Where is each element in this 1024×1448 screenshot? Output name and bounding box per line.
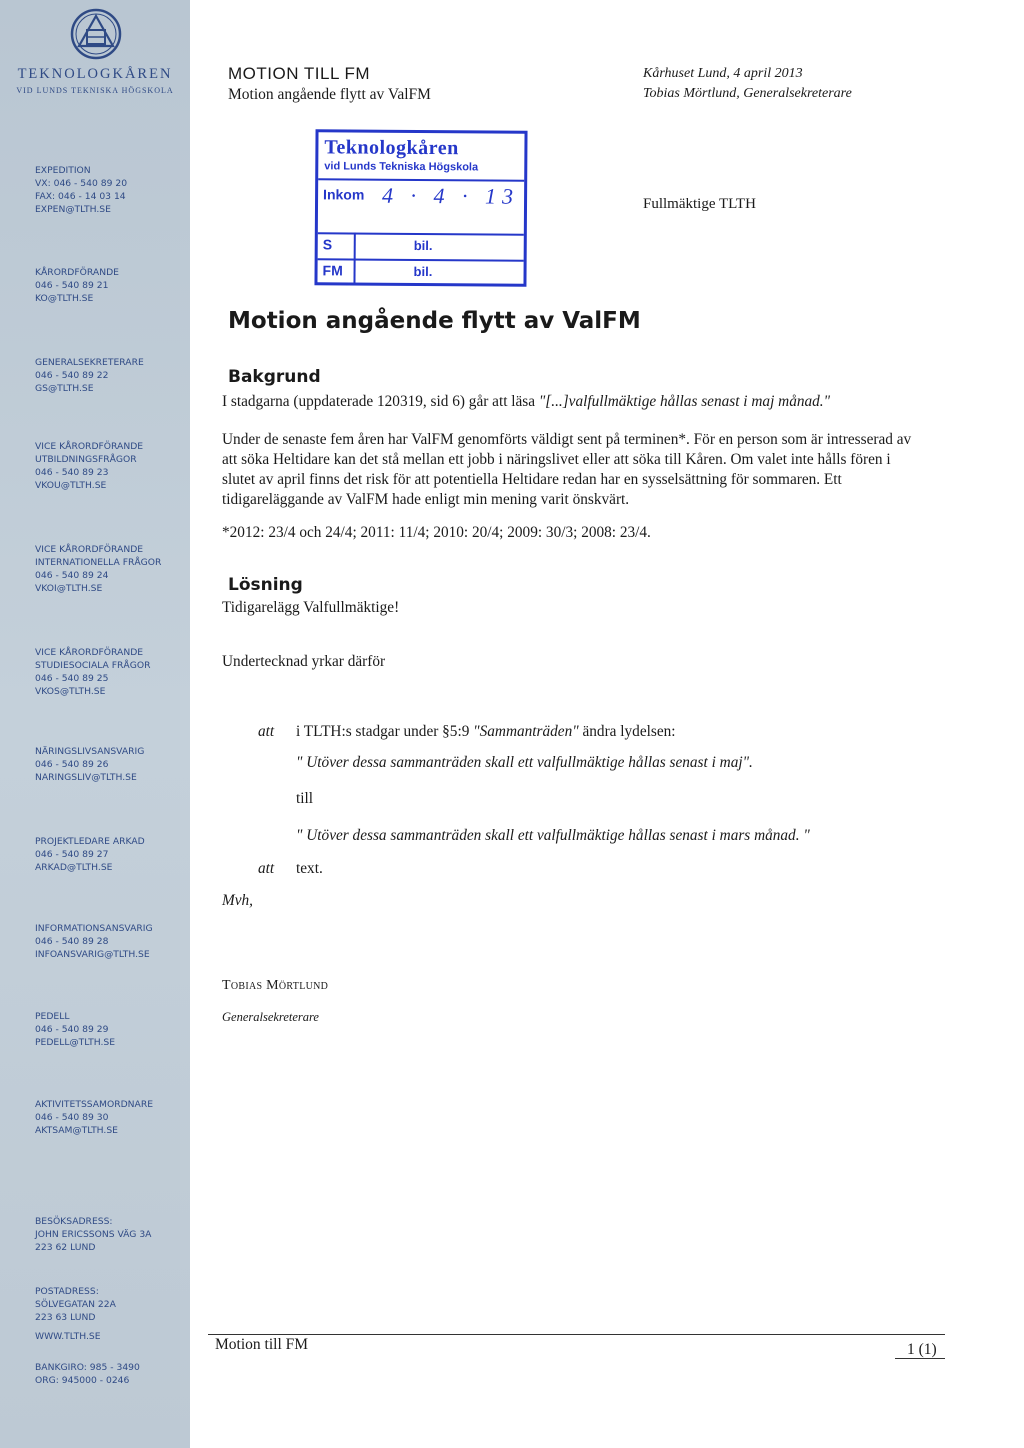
contact-line: 046 - 540 89 21 (35, 280, 109, 291)
contact-block (35, 835, 145, 874)
contact-block (35, 356, 144, 395)
contact-block (35, 1330, 101, 1343)
teknologkaren-logo-icon (70, 8, 122, 60)
contact-line: GS@TLTH.SE (35, 383, 94, 394)
contact-line: NÄRINGSLIVSANSVARIG (35, 746, 145, 757)
contact-line: PEDELL@TLTH.SE (35, 1037, 116, 1048)
contact-line: 046 - 540 89 29 (35, 1024, 109, 1035)
received-stamp (314, 129, 527, 286)
header-author: Tobias Mörtlund, Generalsekreterare (643, 86, 852, 101)
contact-line: 046 - 540 89 25 (35, 673, 109, 684)
contact-block (35, 440, 143, 492)
contact-line: 046 - 540 89 22 (35, 370, 109, 381)
undertecknad-text: Undertecknad yrkar därför (222, 653, 386, 670)
contact-line: KO@TLTH.SE (35, 293, 94, 304)
contact-line: 046 - 540 89 24 (35, 570, 109, 581)
mvh-text: Mvh, (222, 892, 254, 909)
org-subtitle: VID LUNDS TEKNISKA HÖGSKOLA (16, 86, 174, 95)
att-label-2: att (258, 860, 275, 877)
contact-line: INTERNATIONELLA FRÅGOR (35, 557, 162, 568)
stamp-bil-label: bil. (413, 263, 433, 280)
losning-text: Tidigarelägg Valfullmäktige! (222, 599, 400, 616)
footnote: *2012: 23/4 och 24/4; 2011: 11/4; 2010: 20/4; 2009: 30/3; 2008: 23/4. (222, 524, 651, 541)
contact-line: VX: 046 - 540 89 20 (35, 178, 128, 189)
footer-title: Motion till FM (215, 1336, 309, 1353)
contact-line: ORG: 945000 - 0246 (35, 1375, 130, 1386)
page-number-underline (895, 1358, 945, 1359)
contact-line: 046 - 540 89 26 (35, 759, 109, 770)
stamp-date: 4 · 4 · 13 (382, 182, 520, 209)
heading-bakgrund: Bakgrund (228, 367, 321, 387)
contact-line: VKOU@TLTH.SE (35, 480, 107, 491)
contact-line: INFOANSVARIG@TLTH.SE (35, 949, 150, 960)
contact-line: 046 - 540 89 23 (35, 467, 109, 478)
stamp-divider (318, 258, 524, 261)
bakgrund-paragraph-2: Under de senaste fem åren har ValFM genomförts väldigt sent på terminen*. För en person som är intresserad av att söka Heltidare kan det stå mellan ett jobb i näringslivet eller att söka till Kåren. Om valet inte hålls fören i slutet av april finns det risk för att potentiella Heltidare redan har en sysselsättning för sommaren. Ett tidigareläggande av ValFM hade enligt min mening varit önskvärt. (222, 431, 912, 508)
contact-line: KÅRORDFÖRANDE (35, 267, 119, 278)
contact-line: VKOI@TLTH.SE (35, 583, 103, 594)
contact-line: 046 - 540 89 27 (35, 849, 109, 860)
contact-line: 046 - 540 89 30 (35, 1112, 109, 1123)
att-clause-1 (296, 723, 676, 741)
stamp-row-fm-label: FM (322, 262, 343, 279)
contact-line: SÖLVEGATAN 22A (35, 1299, 116, 1310)
contact-block (35, 646, 150, 698)
till-text: till (296, 790, 313, 807)
stamp-bil-label: bil. (413, 237, 433, 254)
contact-line: PEDELL (35, 1011, 70, 1022)
contact-line: 223 63 LUND (35, 1312, 96, 1323)
contact-line: VICE KÅRORDFÖRANDE (35, 647, 144, 658)
contact-line: POSTADRESS: (35, 1286, 99, 1297)
att-label-1: att (258, 723, 275, 740)
document-title: Motion angående flytt av ValFM (228, 308, 641, 334)
contact-block (35, 543, 161, 595)
stamp-org-sub: vid Lunds Tekniska Högskola (324, 160, 479, 174)
header-place-date: Kårhuset Lund, 4 april 2013 (643, 66, 803, 81)
contact-line: AKTSAM@TLTH.SE (35, 1125, 118, 1136)
contact-line: BANKGIRO: 985 - 3490 (35, 1362, 140, 1373)
att1-text-end: ändra lydelsen: (578, 723, 676, 740)
quote-old-wording: " Utöver dessa sammanträden skall ett valfullmäktige hållas senast i maj". (296, 754, 753, 771)
header-subtitle: Motion angående flytt av ValFM (228, 86, 431, 103)
stamp-org-name: Teknologkåren (324, 136, 459, 160)
bakgrund-p1-quote: "[...]valfullmäktige hållas senast i maj månad." (538, 393, 831, 410)
att1-quote: "Sammanträden" (473, 723, 579, 740)
att1-text: i TLTH:s stadgar under §5:9 (296, 723, 474, 740)
contact-line: STUDIESOCIALA FRÅGOR (35, 660, 151, 671)
contact-block (35, 1215, 151, 1254)
signature-title: Generalsekreterare (222, 1010, 319, 1024)
stamp-divider (318, 178, 524, 181)
contact-line: GENERALSEKRETERARE (35, 357, 144, 368)
contact-line: UTBILDNINGSFRÅGOR (35, 454, 137, 465)
contact-line: INFORMATIONSANSVARIG (35, 923, 153, 934)
contact-block (35, 1361, 140, 1387)
contact-line: VKOS@TLTH.SE (35, 686, 106, 697)
contact-block (35, 745, 144, 784)
att-clause-2: text. (296, 860, 323, 877)
contact-line: VICE KÅRORDFÖRANDE (35, 441, 144, 452)
footer-divider (208, 1334, 945, 1335)
stamp-divider (318, 232, 524, 235)
contact-line: 223 62 LUND (35, 1242, 96, 1253)
sidebar (0, 0, 190, 1448)
stamp-row-s-label: S (322, 236, 333, 253)
recipient: Fullmäktige TLTH (643, 196, 756, 212)
contact-line: 046 - 540 89 28 (35, 936, 109, 947)
contact-line: FAX: 046 - 14 03 14 (35, 191, 126, 202)
page-number: 1 (1) (907, 1341, 937, 1358)
contact-line: EXPEDITION (35, 165, 91, 176)
bakgrund-p1-text: I stadgarna (uppdaterade 120319, sid 6) går att läsa (222, 393, 539, 410)
contact-block (35, 1285, 116, 1324)
contact-line: JOHN ERICSSONS VÄG 3A (35, 1229, 152, 1240)
contact-line: PROJEKTLEDARE ARKAD (35, 836, 145, 847)
bakgrund-paragraph-1 (222, 392, 942, 412)
contact-block (35, 164, 127, 216)
contact-block (35, 1010, 115, 1049)
contact-line: AKTIVITETSSAMORDNARE (35, 1099, 154, 1110)
stamp-inkom-label: Inkom (323, 186, 365, 203)
contact-line: EXPEN@TLTH.SE (35, 204, 111, 215)
contact-line: WWW.TLTH.SE (35, 1331, 101, 1342)
signature-name: Tobias Mörtlund (222, 978, 329, 993)
contact-line: NARINGSLIV@TLTH.SE (35, 772, 137, 783)
contact-line: ARKAD@TLTH.SE (35, 862, 113, 873)
contact-block (35, 922, 153, 961)
org-name: TEKNOLOGKÅREN (17, 66, 173, 82)
contact-block (35, 266, 119, 305)
quote-new-wording: " Utöver dessa sammanträden skall ett valfullmäktige hållas senast i mars månad. " (296, 827, 810, 844)
contact-block (35, 1098, 153, 1137)
heading-losning: Lösning (228, 575, 303, 595)
header-title: MOTION TILL FM (228, 64, 371, 83)
contact-line: VICE KÅRORDFÖRANDE (35, 544, 144, 555)
contact-line: BESÖKSADRESS: (35, 1216, 113, 1227)
